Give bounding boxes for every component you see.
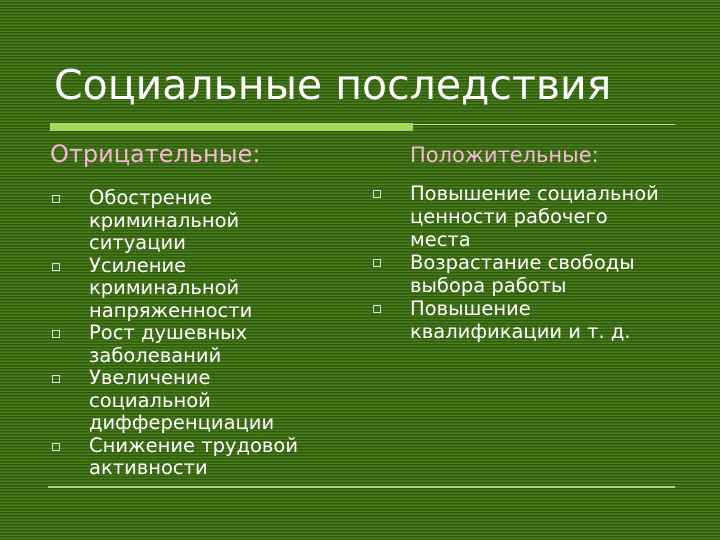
positive-item-text: Повышение квалификации и т. д. — [410, 297, 631, 343]
negative-item-text: Увеличение социальной дифференциации — [89, 366, 275, 434]
square-bullet-icon — [52, 330, 60, 338]
negative-item — [52, 322, 332, 367]
negative-list — [52, 187, 332, 480]
negative-item — [52, 187, 332, 255]
square-bullet-icon — [373, 305, 381, 313]
negative-item — [52, 435, 332, 480]
positive-item — [373, 251, 673, 297]
negative-heading: Отрицательные: — [50, 140, 261, 168]
negative-item-text: Обострение криминальной ситуации — [89, 186, 240, 254]
negative-item-text: Снижение трудовой активности — [89, 433, 299, 479]
square-bullet-icon — [373, 190, 381, 198]
positive-item-text: Возрастание свободы выбора работы — [410, 251, 635, 297]
negative-item — [52, 255, 332, 323]
negative-item-text: Рост душевных заболеваний — [89, 321, 248, 367]
positive-item-text: Повышение социальной ценности рабочего места — [410, 182, 659, 251]
square-bullet-icon — [52, 443, 60, 451]
square-bullet-icon — [52, 195, 60, 203]
bottom-divider-line — [48, 486, 675, 488]
negative-item — [52, 367, 332, 435]
square-bullet-icon — [373, 259, 381, 267]
positive-list — [373, 182, 673, 343]
slide-title: Социальные последствия — [54, 61, 612, 109]
positive-item — [373, 182, 673, 251]
square-bullet-icon — [52, 375, 60, 383]
positive-item — [373, 297, 673, 343]
square-bullet-icon — [52, 263, 60, 271]
title-accent-bar — [50, 123, 413, 131]
positive-heading: Положительные: — [410, 143, 599, 167]
negative-item-text: Усиление криминальной напряженности — [89, 253, 253, 322]
